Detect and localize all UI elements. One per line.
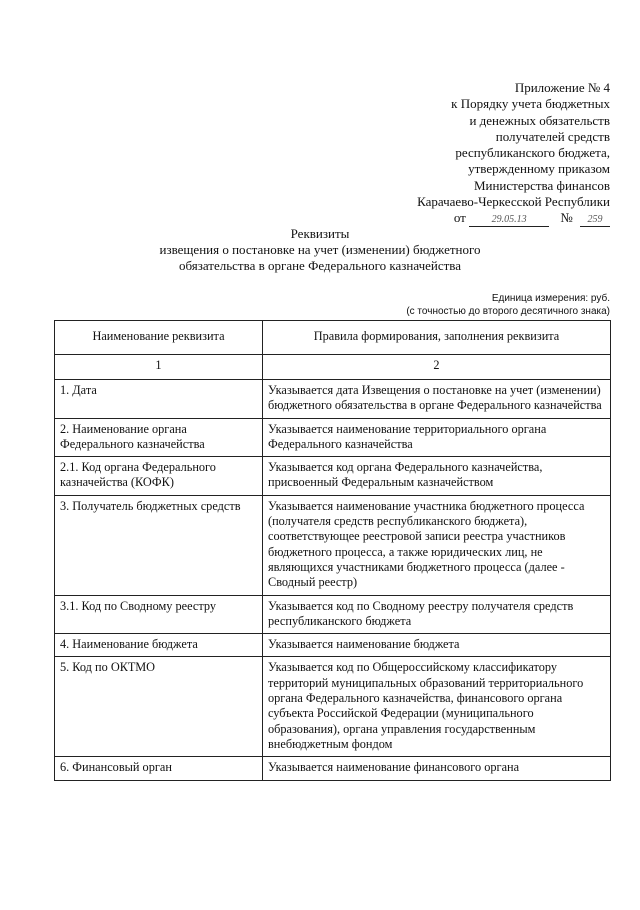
appendix-line: утвержденному приказом bbox=[468, 161, 610, 177]
requisite-name: 4. Наименование бюджета bbox=[55, 634, 263, 657]
appendix-line: Министерства финансов bbox=[473, 177, 610, 193]
requisite-rule: Указывается код органа Федерального казначейства, присвоенный Федеральным казначейством bbox=[263, 457, 611, 496]
title-line: Реквизиты bbox=[290, 226, 350, 241]
requisite-rule: Указывается наименование участника бюджетного процесса (получателя средств республиканского бюджета), соответствующее реестровой записи реестра участников бюджетного процесса, а также юридических лиц, не являющихся участниками бюджетного процесса (далее - Сводный реестр) bbox=[263, 495, 611, 595]
order-prefix: от bbox=[453, 210, 466, 226]
title-line: извещения о постановке на учет (изменении) бюджетного bbox=[159, 242, 481, 257]
table-row bbox=[55, 757, 611, 780]
table-row bbox=[55, 634, 611, 657]
units-line: Единица измерения: руб. bbox=[491, 293, 610, 304]
column-header: Наименование реквизита bbox=[55, 321, 263, 355]
requisite-name: 2.1. Код органа Федерального казначейства (КОФК) bbox=[55, 457, 263, 496]
requisite-rule: Указывается дата Извещения о постановке на учет (изменении) бюджетного обязательства в органе Федерального казначейства bbox=[263, 380, 611, 419]
title-line: обязательства в органе Федерального казначейства bbox=[178, 258, 462, 273]
table-row bbox=[55, 418, 611, 457]
order-date: 29.05.13 bbox=[469, 213, 549, 227]
requisite-name: 3. Получатель бюджетных средств bbox=[55, 495, 263, 595]
column-number: 1 bbox=[55, 355, 263, 380]
requisite-name: 6. Финансовый орган bbox=[55, 757, 263, 780]
requisite-name: 2. Наименование органа Федерального казначейства bbox=[55, 418, 263, 457]
table-row bbox=[55, 457, 611, 496]
measurement-units bbox=[406, 292, 610, 318]
column-number: 2 bbox=[263, 355, 611, 380]
requisite-name: 1. Дата bbox=[55, 380, 263, 419]
table-header-row bbox=[55, 321, 611, 355]
appendix-line: и денежных обязательств bbox=[469, 112, 610, 128]
units-precision: (с точностью до второго десятичного знака) bbox=[406, 306, 610, 317]
appendix-line: Приложение № 4 bbox=[514, 80, 610, 95]
table-row bbox=[55, 380, 611, 419]
requisite-rule: Указывается наименование территориального органа Федерального казначейства bbox=[263, 418, 611, 457]
document-title bbox=[0, 226, 640, 274]
number-sign: № bbox=[560, 210, 573, 226]
appendix-line: получателей средств bbox=[495, 128, 610, 144]
requisites-table bbox=[54, 320, 611, 781]
order-number: 259 bbox=[580, 213, 610, 227]
order-reference bbox=[350, 210, 610, 227]
column-header: Правила формирования, заполнения реквизита bbox=[263, 321, 611, 355]
appendix-line: Карачаево-Черкесской Республики bbox=[417, 194, 610, 210]
table-row bbox=[55, 595, 611, 634]
table-row bbox=[55, 657, 611, 757]
appendix-header bbox=[350, 80, 610, 227]
table-row bbox=[55, 495, 611, 595]
requisite-rule: Указывается код по Сводному реестру получателя средств республиканского бюджета bbox=[263, 595, 611, 634]
requisite-name: 5. Код по ОКТМО bbox=[55, 657, 263, 757]
requisite-rule: Указывается наименование бюджета bbox=[263, 634, 611, 657]
column-number-row bbox=[55, 355, 611, 380]
appendix-line: республиканского бюджета, bbox=[455, 145, 610, 161]
requisite-rule: Указывается код по Общероссийскому классификатору территорий муниципальных образований территориального органа Федерального казначейства, финансового органа субъекта Российской Федерации (муниципального образования), органа управления государственным внебюджетным фондом bbox=[263, 657, 611, 757]
requisite-name: 3.1. Код по Сводному реестру bbox=[55, 595, 263, 634]
requisite-rule: Указывается наименование финансового органа bbox=[263, 757, 611, 780]
appendix-line: к Порядку учета бюджетных bbox=[451, 96, 610, 112]
